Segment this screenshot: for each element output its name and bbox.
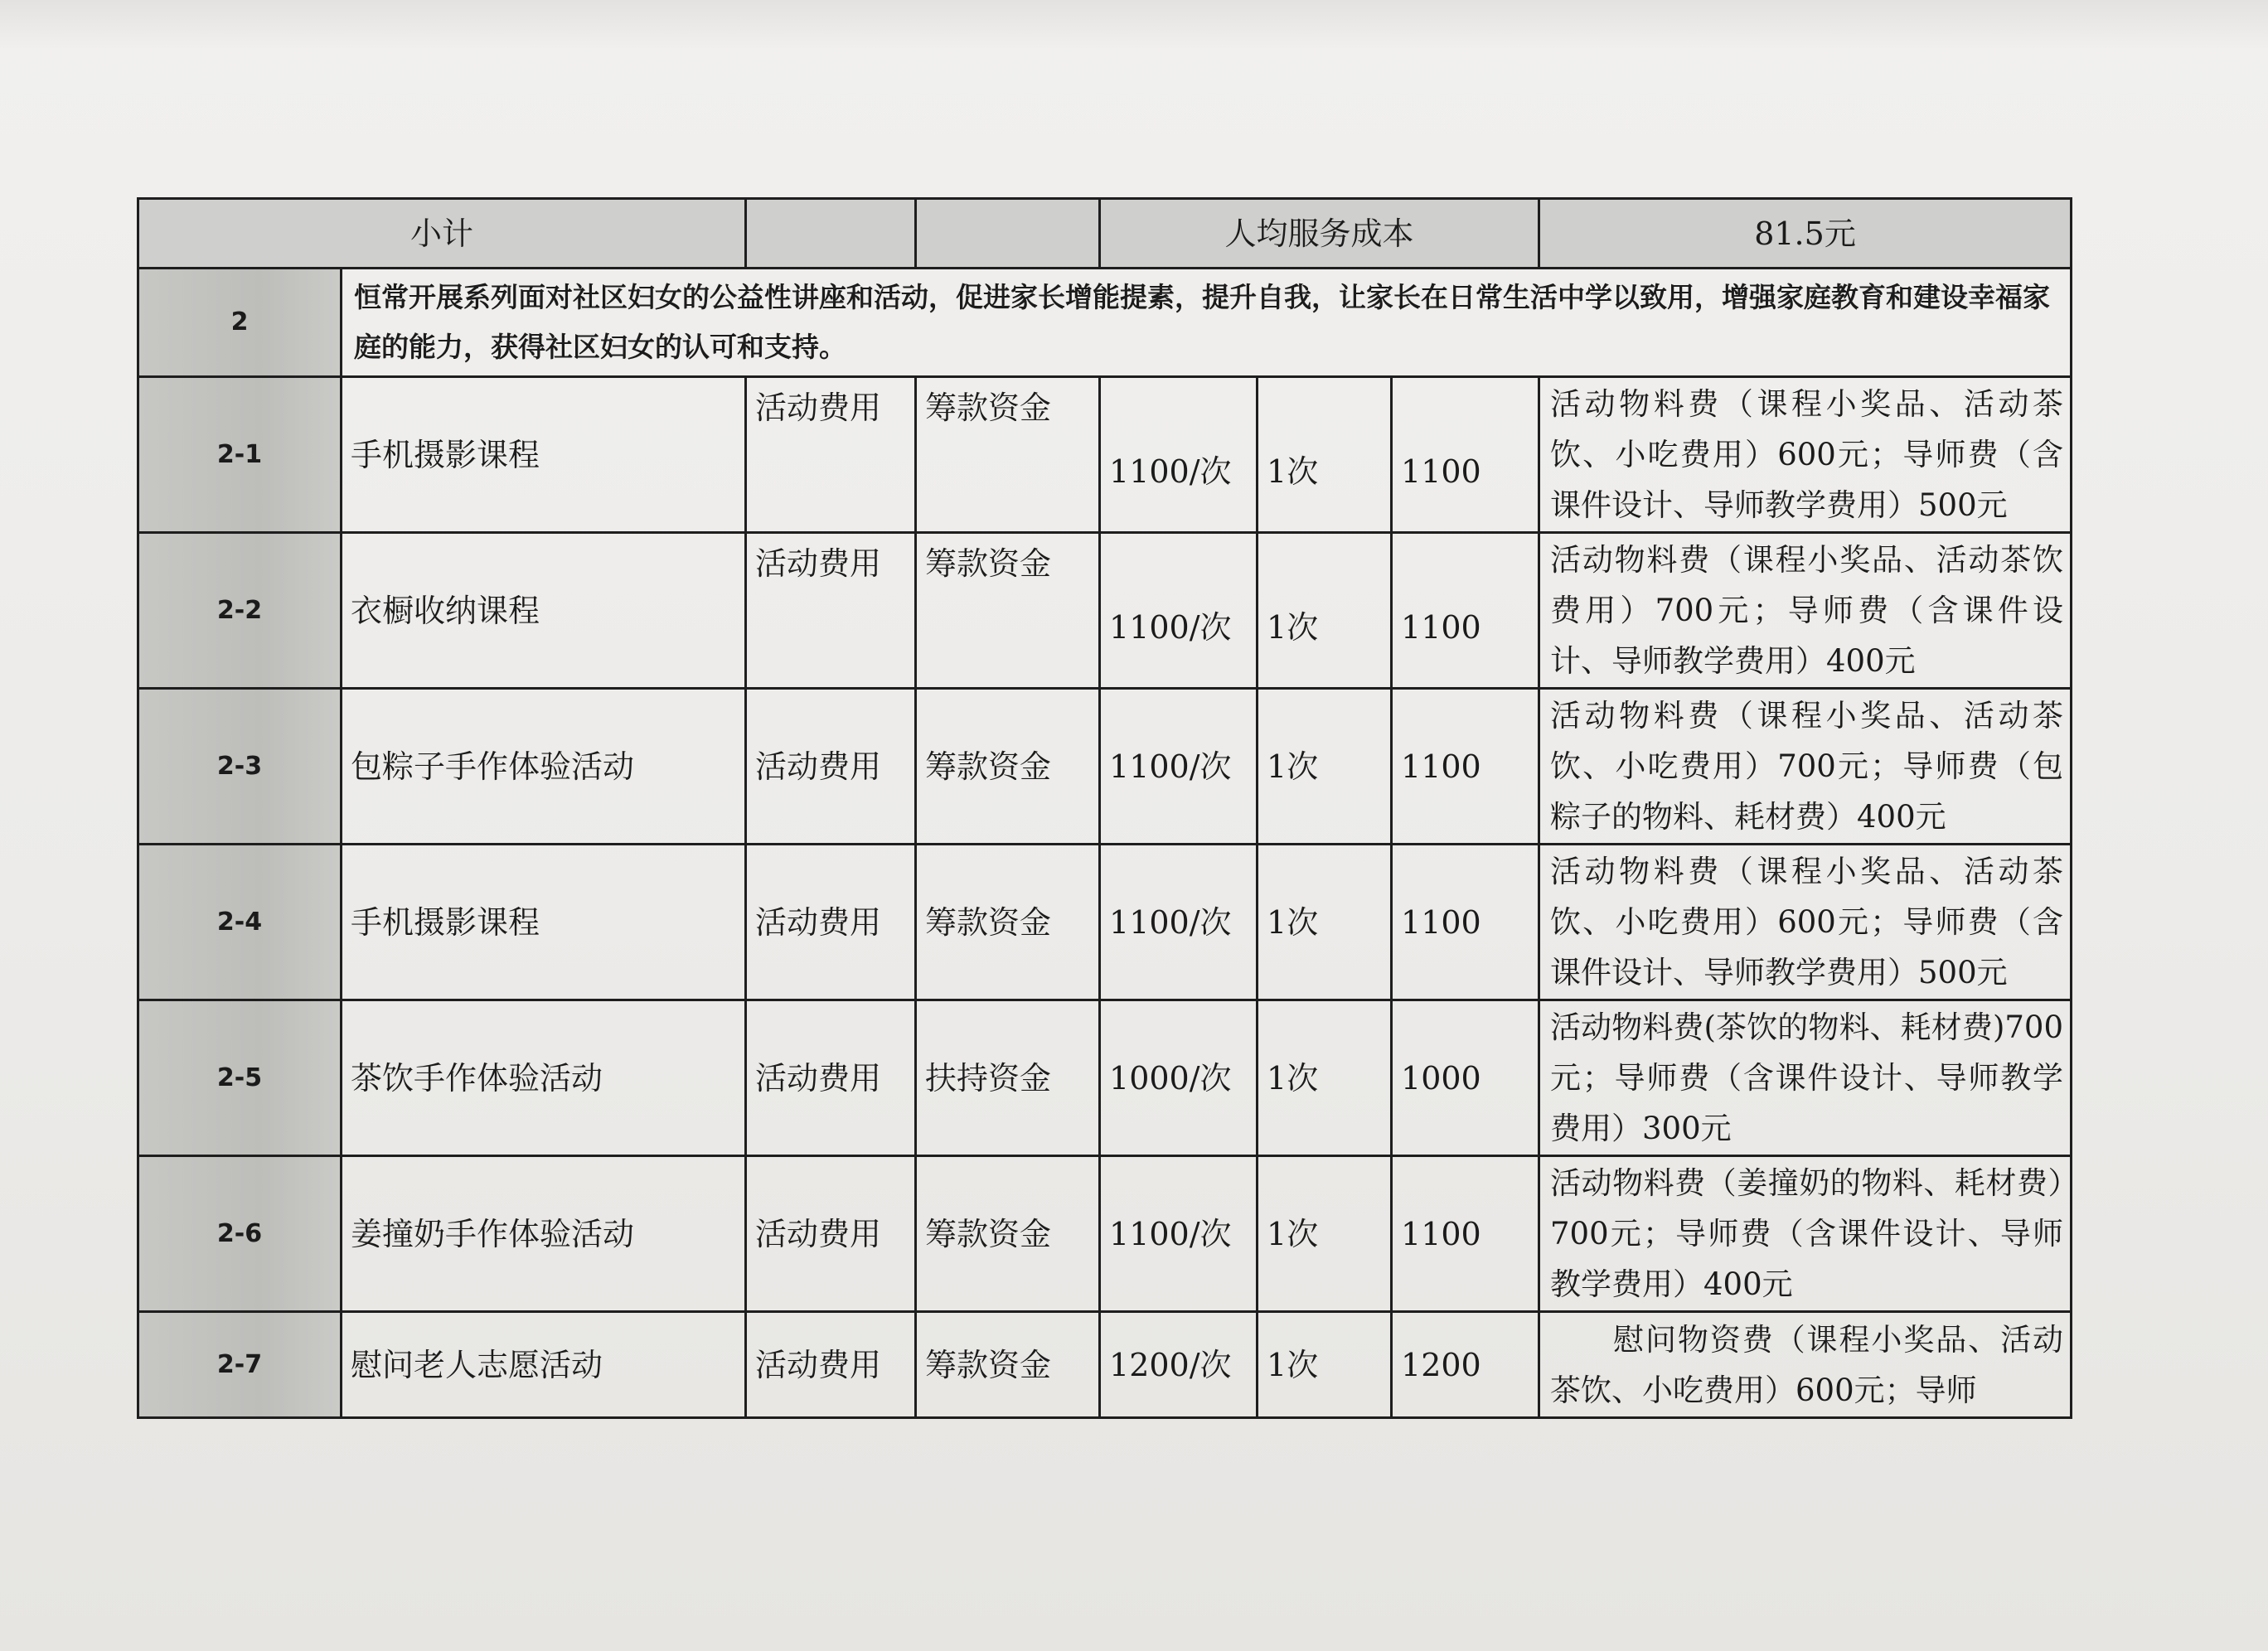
scan-shadow [0, 0, 2268, 50]
subtotal-row [138, 199, 2072, 269]
item-fund-source: 筹款资金 [916, 1156, 1100, 1312]
item-fund-source: 筹款资金 [916, 689, 1100, 845]
item-notes: 活动物料费(茶饮的物料、耗材费)700元；导师费（含课件设计、导师教学费用）300元 [1539, 1000, 2072, 1156]
item-category: 活动费用 [746, 1156, 916, 1312]
per-capita-cost-value: 81.5元 [1539, 199, 2072, 269]
item-notes: 活动物料费（课程小奖品、活动茶饮费用）700元；导师费（含课件设计、导师教学费用）400元 [1539, 533, 2072, 689]
table-row [138, 845, 2072, 1000]
item-unit-price: 1100/次 [1100, 377, 1258, 533]
item-index: 2-6 [138, 1156, 342, 1312]
item-index: 2-5 [138, 1000, 342, 1156]
item-name: 茶饮手作体验活动 [342, 1000, 746, 1156]
item-name: 慰问老人志愿活动 [342, 1312, 746, 1418]
item-fund-source: 筹款资金 [916, 533, 1100, 689]
item-quantity: 1次 [1258, 689, 1392, 845]
item-notes: 慰问物资费（课程小奖品、活动茶饮、小吃费用）600元；导师 [1539, 1312, 2072, 1418]
table-row [138, 1000, 2072, 1156]
item-index: 2-4 [138, 845, 342, 1000]
item-unit-price: 1100/次 [1100, 689, 1258, 845]
item-unit-price: 1000/次 [1100, 1000, 1258, 1156]
item-total: 1100 [1392, 533, 1539, 689]
item-unit-price: 1100/次 [1100, 533, 1258, 689]
item-total: 1100 [1392, 377, 1539, 533]
table-row [138, 377, 2072, 533]
item-index: 2-7 [138, 1312, 342, 1418]
item-name: 衣橱收纳课程 [342, 533, 746, 689]
table-row [138, 689, 2072, 845]
item-quantity: 1次 [1258, 1000, 1392, 1156]
per-capita-cost-label: 人均服务成本 [1100, 199, 1539, 269]
item-quantity: 1次 [1258, 1156, 1392, 1312]
item-index: 2-1 [138, 377, 342, 533]
item-total: 1100 [1392, 689, 1539, 845]
subtotal-empty-cell [916, 199, 1100, 269]
section-index: 2 [138, 269, 342, 377]
budget-table [137, 197, 2072, 1419]
item-category: 活动费用 [746, 845, 916, 1000]
item-category: 活动费用 [746, 1000, 916, 1156]
item-name: 包粽子手作体验活动 [342, 689, 746, 845]
item-quantity: 1次 [1258, 845, 1392, 1000]
item-category: 活动费用 [746, 377, 916, 533]
item-name: 手机摄影课程 [342, 377, 746, 533]
item-name: 手机摄影课程 [342, 845, 746, 1000]
item-unit-price: 1200/次 [1100, 1312, 1258, 1418]
item-name: 姜撞奶手作体验活动 [342, 1156, 746, 1312]
item-total: 1200 [1392, 1312, 1539, 1418]
item-index: 2-3 [138, 689, 342, 845]
item-fund-source: 筹款资金 [916, 1312, 1100, 1418]
item-quantity: 1次 [1258, 1312, 1392, 1418]
section-description: 恒常开展系列面对社区妇女的公益性讲座和活动，促进家长增能提素，提升自我，让家长在日常生活中学以致用，增强家庭教育和建设幸福家庭的能力，获得社区妇女的认可和支持。 [342, 269, 2072, 377]
section-row [138, 269, 2072, 377]
table-row [138, 533, 2072, 689]
item-quantity: 1次 [1258, 533, 1392, 689]
item-notes: 活动物料费（课程小奖品、活动茶饮、小吃费用）600元；导师费（含课件设计、导师教学费用）500元 [1539, 377, 2072, 533]
item-unit-price: 1100/次 [1100, 845, 1258, 1000]
item-total: 1100 [1392, 1156, 1539, 1312]
subtotal-label: 小计 [138, 199, 746, 269]
item-quantity: 1次 [1258, 377, 1392, 533]
item-category: 活动费用 [746, 533, 916, 689]
subtotal-empty-cell [746, 199, 916, 269]
item-index: 2-2 [138, 533, 342, 689]
item-notes: 活动物料费（姜撞奶的物料、耗材费）700元；导师费（含课件设计、导师教学费用）400元 [1539, 1156, 2072, 1312]
item-total: 1000 [1392, 1000, 1539, 1156]
item-notes: 活动物料费（课程小奖品、活动茶饮、小吃费用）600元；导师费（含课件设计、导师教学费用）500元 [1539, 845, 2072, 1000]
table-row [138, 1312, 2072, 1418]
table-row [138, 1156, 2072, 1312]
item-category: 活动费用 [746, 689, 916, 845]
item-fund-source: 筹款资金 [916, 845, 1100, 1000]
item-total: 1100 [1392, 845, 1539, 1000]
item-notes: 活动物料费（课程小奖品、活动茶饮、小吃费用）700元；导师费（包粽子的物料、耗材费）400元 [1539, 689, 2072, 845]
item-fund-source: 筹款资金 [916, 377, 1100, 533]
item-category: 活动费用 [746, 1312, 916, 1418]
item-fund-source: 扶持资金 [916, 1000, 1100, 1156]
item-unit-price: 1100/次 [1100, 1156, 1258, 1312]
